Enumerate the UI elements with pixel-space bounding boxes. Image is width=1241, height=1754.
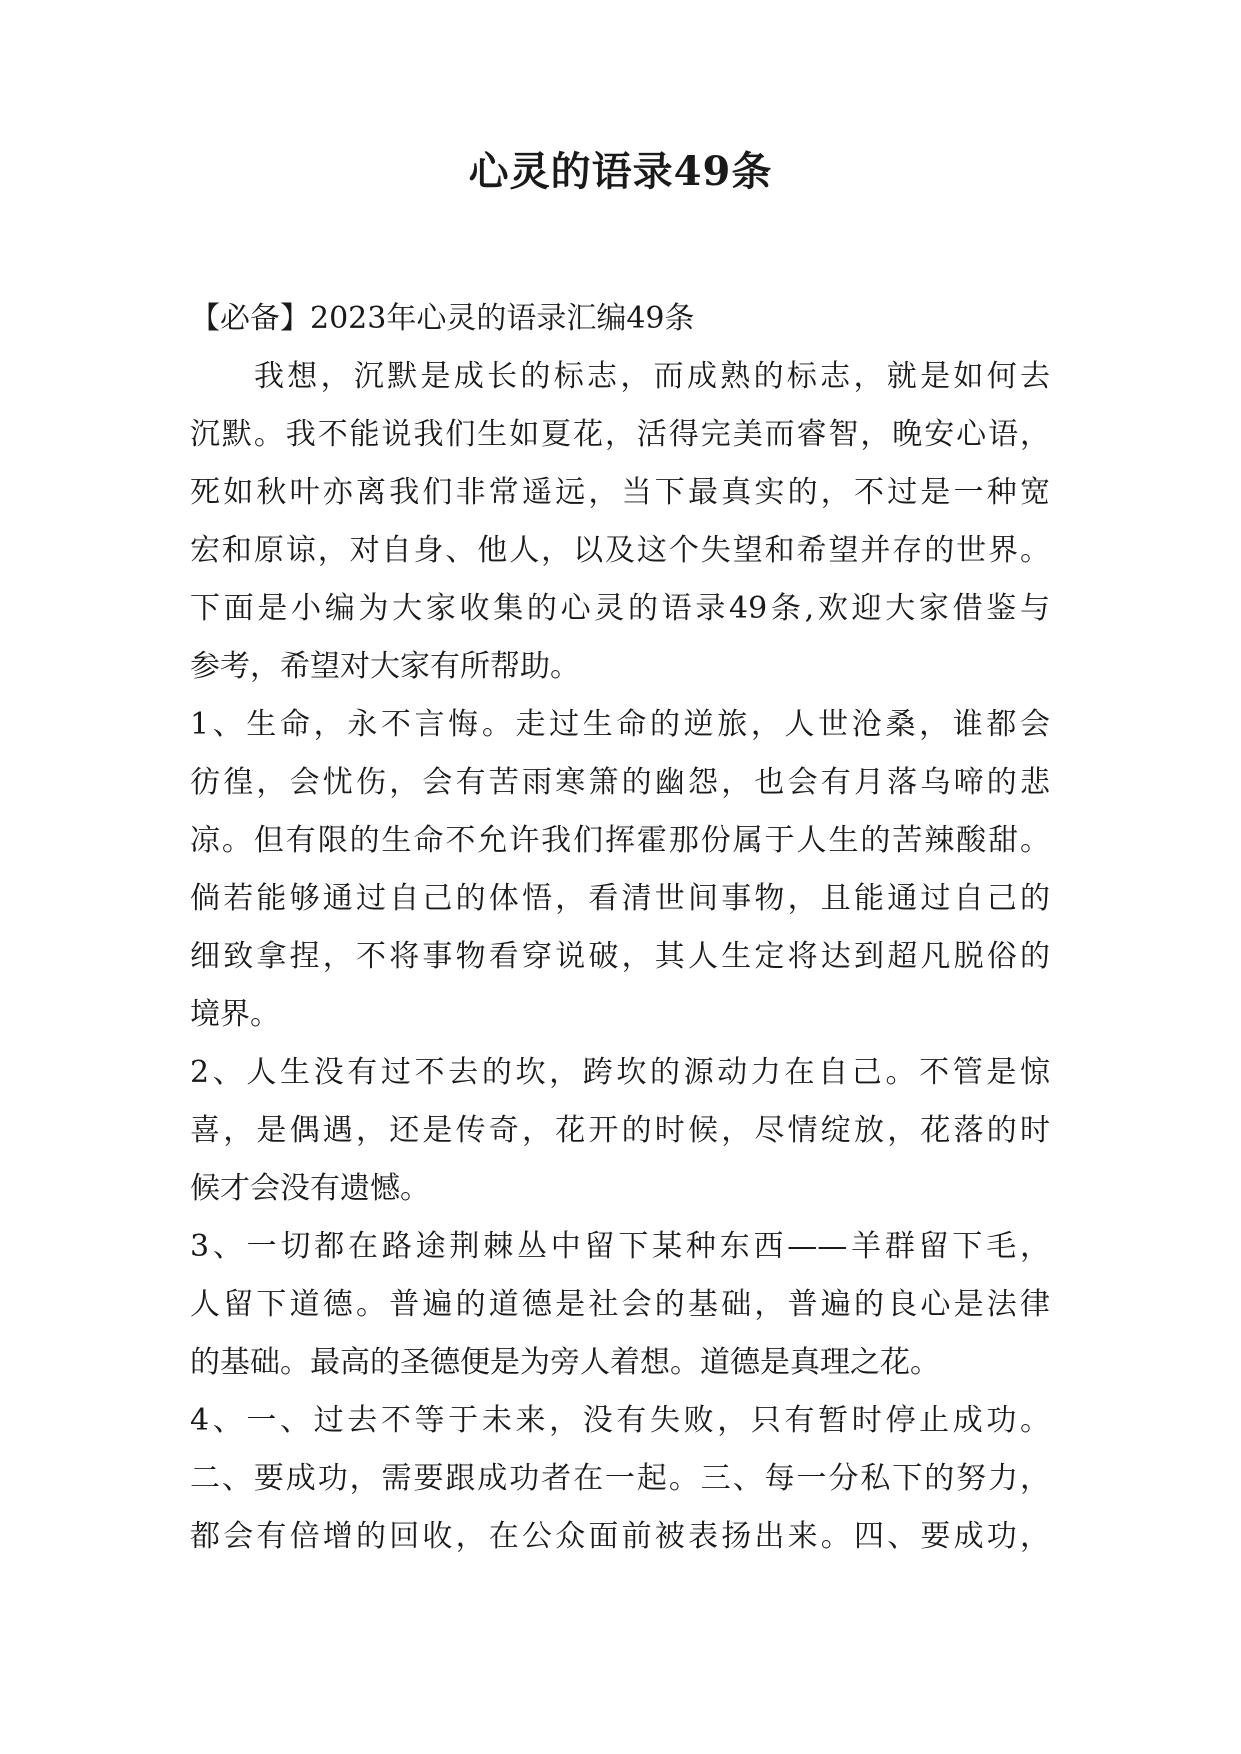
text-line: 我想，沉默是成长的标志，而成熟的标志，就是如何去 [254, 359, 1050, 394]
text-line: 参考，希望对大家有所帮助。 [190, 649, 580, 684]
text-line: 的基础。最高的圣德便是为旁人着想。道德是真理之花。 [190, 1345, 940, 1380]
text-line: 沉默。我不能说我们生如夏花，活得完美而睿智，晚安心语， [190, 417, 1050, 452]
text-line: 【必备】2023年心灵的语录汇编49条 [190, 301, 695, 336]
text-line: 候才会没有遗憾。 [190, 1171, 430, 1206]
text-line: 1、生命，永不言悔。走过生命的逆旅，人世沧桑，谁都会 [190, 707, 1050, 742]
text-line: 都会有倍增的回收，在公众面前被表扬出来。四、要成功， [190, 1519, 1050, 1554]
text-line: 3、一切都在路途荆棘丛中留下某种东西——羊群留下毛， [190, 1229, 1050, 1264]
text-line: 宏和原谅，对自身、他人，以及这个失望和希望并存的世界。 [190, 533, 1050, 568]
text-line: 细致拿捏，不将事物看穿说破，其人生定将达到超凡脱俗的 [190, 939, 1050, 974]
text-line: 喜，是偶遇，还是传奇，花开的时候，尽情绽放，花落的时 [190, 1113, 1050, 1148]
text-line: 4、一、过去不等于未来，没有失败，只有暂时停止成功。 [190, 1403, 1050, 1438]
text-line: 凉。但有限的生命不允许我们挥霍那份属于人生的苦辣酸甜。 [190, 823, 1050, 858]
text-line: 彷徨，会忧伤，会有苦雨寒箫的幽怨，也会有月落乌啼的悲 [190, 765, 1050, 800]
document-body [190, 290, 1050, 1566]
text-line: 二、要成功，需要跟成功者在一起。三、每一分私下的努力， [190, 1461, 1050, 1496]
text-line: 境界。 [190, 997, 280, 1032]
text-line: 死如秋叶亦离我们非常遥远，当下最真实的，不过是一种宽 [190, 475, 1050, 510]
document-title: 心灵的语录49条 [468, 148, 773, 195]
text-line: 2、人生没有过不去的坎，跨坎的源动力在自己。不管是惊 [190, 1055, 1050, 1090]
text-line: 倘若能够通过自己的体悟，看清世间事物，且能通过自己的 [190, 881, 1050, 916]
text-line: 人留下道德。普遍的道德是社会的基础，普遍的良心是法律 [190, 1287, 1050, 1322]
text-line: 下面是小编为大家收集的心灵的语录49条,欢迎大家借鉴与 [190, 591, 1050, 626]
